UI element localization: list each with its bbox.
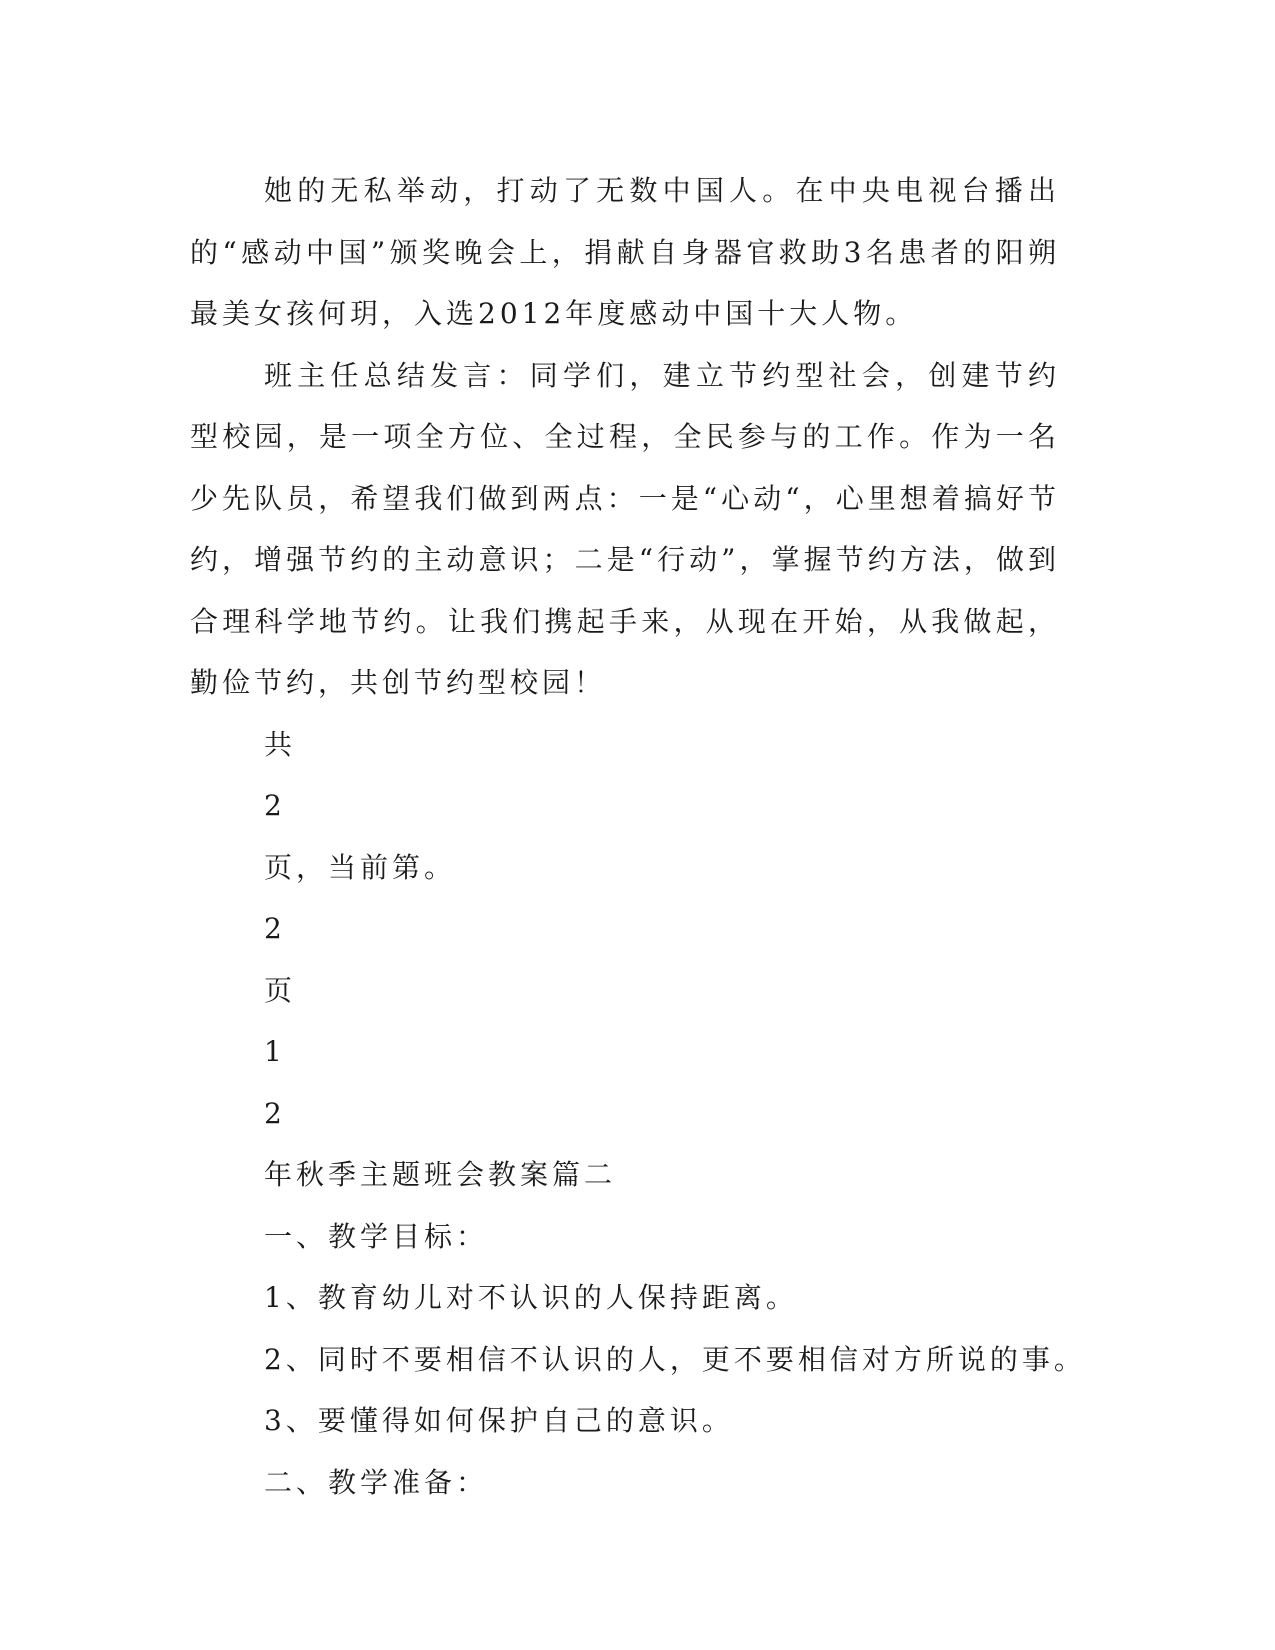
fragment-number-1: 1 — [264, 1035, 286, 1068]
heading-teaching-preparation: 二、教学准备： — [264, 1465, 489, 1499]
paragraph-touching-china: 她的无私举动，打动了无数中国人。在中央电视台播出的“感动中国”颁奖晚会上，捐献自身器官救助3名患者的阳朔最美女孩何玥，入选2012年度感动中国十大人物。 — [190, 174, 1060, 330]
fragment-number-2: 2 — [264, 1096, 286, 1130]
pagination-current-page: 2 — [264, 912, 286, 945]
pagination-current-prefix: 页，当前第。 — [264, 850, 457, 884]
pagination-current-suffix: 页 — [264, 973, 297, 1007]
goal-item-3: 3、要懂得如何保护自己的意识。 — [264, 1404, 734, 1437]
heading-teaching-goals: 一、教学目标： — [264, 1219, 489, 1253]
goal-item-2: 2、同时不要相信不认识的人，更不要相信对方所说的事。 — [264, 1342, 1086, 1376]
pagination-total-pages: 2 — [264, 789, 286, 822]
paragraph-teacher-summary: 班主任总结发言：同学们，建立节约型社会，创建节约型校园，是一项全方位、全过程，全民参与的工作。作为一名少先队员，希望我们做到两点：一是“心动“，心里想着搞好节约，增强节约的主动意识；二是“行动”，掌握节约方法，做到合理科学地节约。让我们携起手来，从现在开始，从我做起，勤俭节约，共创节约型校园！ — [190, 358, 1060, 699]
goal-item-1: 1、教育幼儿对不认识的人保持距离。 — [264, 1281, 798, 1314]
document-body — [190, 160, 1086, 1513]
section-title: 年秋季主题班会教案篇二 — [264, 1158, 617, 1191]
pagination-total-prefix: 共 — [264, 727, 297, 761]
